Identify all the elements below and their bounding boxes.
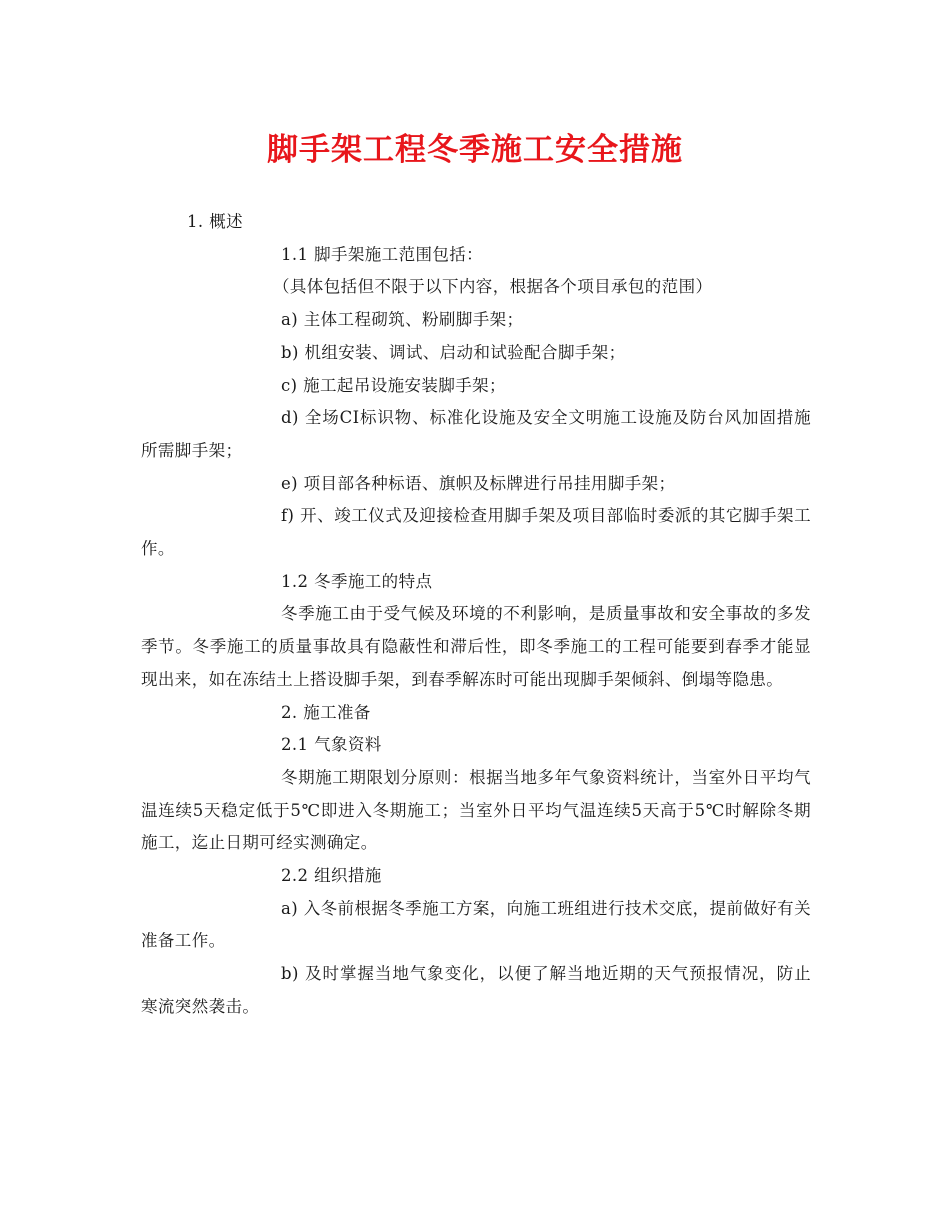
organization-item-a: a) 入冬前根据冬季施工方案，向施工班组进行技术交底，提前做好有关准备工作。 [141,898,811,951]
weather-data-paragraph: 冬期施工期限划分原则：根据当地多年气象资料统计，当室外日平均气温连续5天稳定低于5℃即进入冬期施工；当室外日平均气温连续5天高于5℃时解除冬期施工，迄止日期可经实测确定。 [141,767,811,853]
section-heading-1: 1. 概述 [187,212,243,231]
subsection-heading-2-1: 2.1 气象资料 [281,735,382,755]
subsection-heading-1-2: 1.2 冬季施工的特点 [281,571,433,591]
list-item-d: d) 全场CI标识物、标准化设施及安全文明施工设施及防台风加固措施所需脚手架； [141,408,811,460]
list-item-f: f) 开、竣工仪式及迎接检查用脚手架及项目部临时委派的其它脚手架工作。 [141,506,811,559]
document-title: 脚手架工程冬季施工安全措施 [267,132,683,168]
subsection-heading-1-1: 1.1 脚手架施工范围包括： [281,244,484,264]
subsection-heading-2-2: 2.2 组织措施 [281,866,382,886]
winter-features-paragraph: 冬季施工由于受气候及环境的不利影响，是质量事故和安全事故的多发季节。冬季施工的质量事故具有隐蔽性和滞后性，即冬季施工的工程可能要到春季才能显现出来，如在冻结土上搭设脚手架，到春季解冻时可能出现脚手架倾斜、倒塌等隐患。 [141,604,811,689]
document-body [141,206,811,1024]
list-item-b: b) 机组安装、调试、启动和试验配合脚手架； [281,342,626,362]
list-item-c: c) 施工起吊设施安装脚手架； [281,375,506,395]
scope-note: （具体包括但不限于以下内容，根据各个项目承包的范围） [273,277,713,297]
list-item-e: e) 项目部各种标语、旗帜及标牌进行吊挂用脚手架； [281,473,676,493]
section-heading-2: 2. 施工准备 [281,702,371,722]
organization-item-b: b) 及时掌握当地气象变化，以便了解当地近期的天气预报情况，防止寒流突然袭击。 [141,964,811,1016]
list-item-a: a) 主体工程砌筑、粉刷脚手架； [281,310,524,330]
